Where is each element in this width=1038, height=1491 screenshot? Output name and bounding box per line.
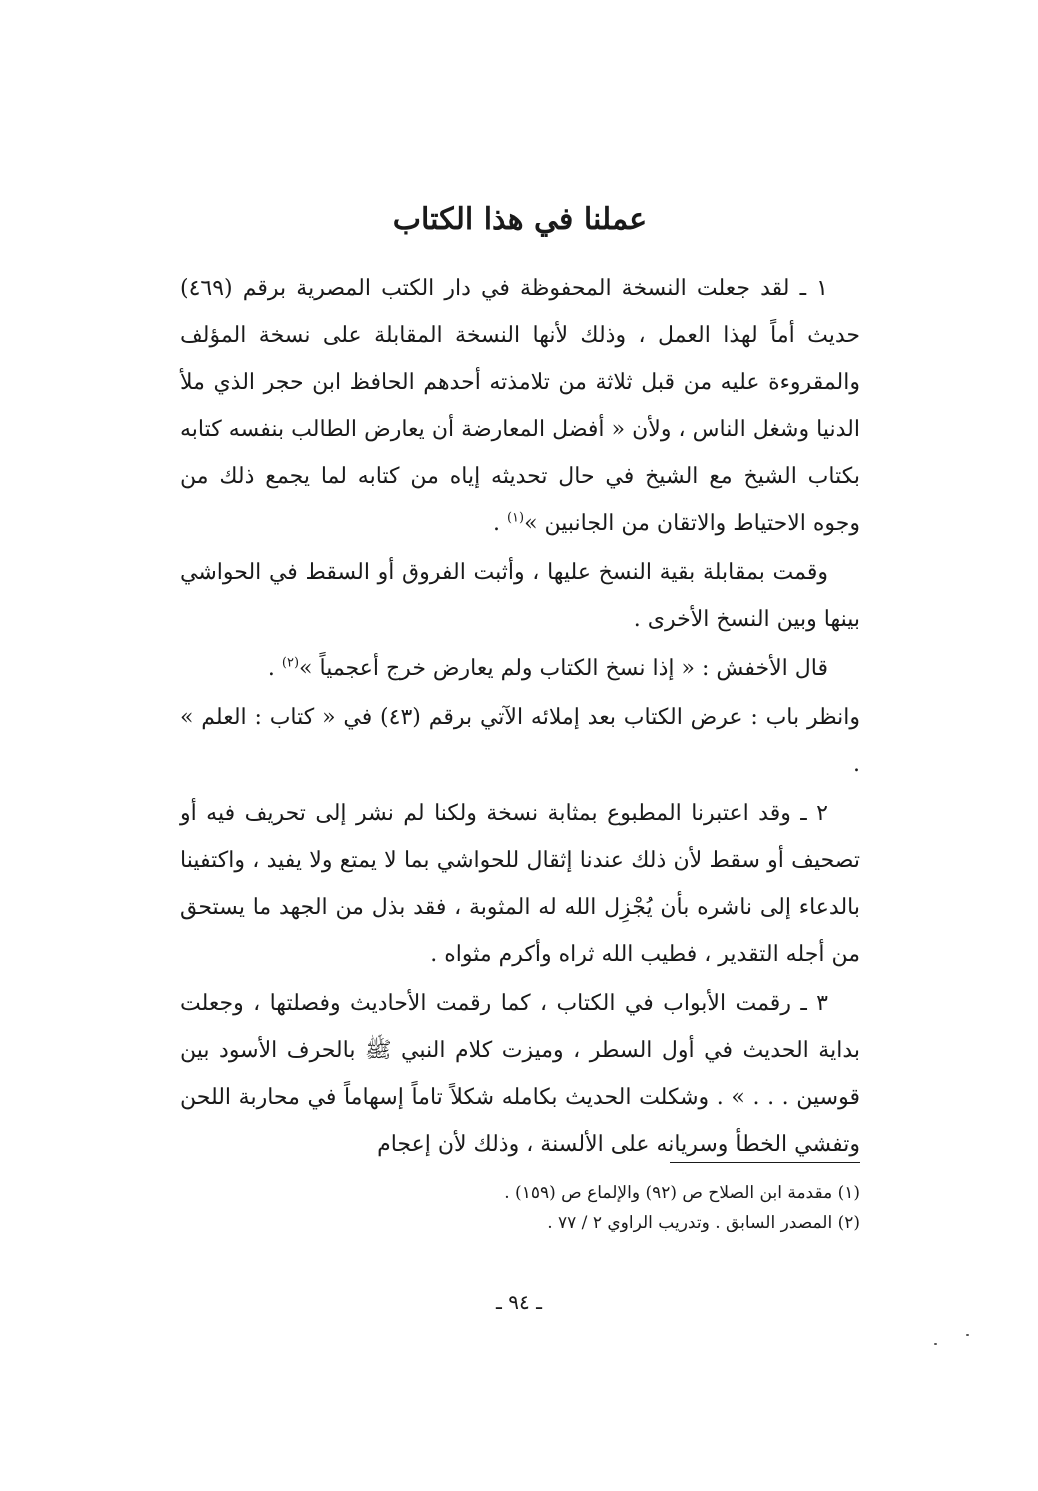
page-number: ـ ٩٤ ـ xyxy=(496,1290,542,1314)
page-body xyxy=(180,195,860,1168)
footnote-1: (١) مقدمة ابن الصلاح ص (٩٢) والإلماع ص (١٥٩) . xyxy=(504,1183,860,1203)
scan-speck xyxy=(966,1334,969,1336)
footnotes xyxy=(180,1178,860,1238)
paragraph-3 xyxy=(180,645,860,692)
scan-speck xyxy=(934,1343,937,1345)
footnote-separator xyxy=(670,1162,860,1163)
paragraph-1-tail: . xyxy=(492,511,507,536)
paragraph-1 xyxy=(180,265,860,547)
paragraph-3-tail: . xyxy=(267,656,282,681)
paragraph-2: وقمت بمقابلة بقية النسخ عليها ، وأثبت الفروق أو السقط في الحواشي بينها وبين النسخ الأخرى . xyxy=(180,560,860,632)
page-title: عملنا في هذا الكتاب xyxy=(392,202,648,237)
footnote-2: (٢) المصدر السابق . وتدريب الراوي ٢ / ٧٧ . xyxy=(547,1213,860,1233)
paragraph-4: وانظر باب : عرض الكتاب بعد إملائه الآتي برقم (٤٣) في « كتاب : العلم » . xyxy=(180,705,860,777)
footnote-ref-1: (١) xyxy=(506,510,525,526)
paragraph-6: ٣ ـ رقمت الأبواب في الكتاب ، كما رقمت الأحاديث وفصلتها ، وجعلت بداية الحديث في أول السطر ، وميزت كلام النبي ﷺ بالحرف الأسود بين قوسين . . . » . وشكلت الحديث بكامله شكلاً تاماً إسهاماً في محاربة اللحن وتفشي الخطأ وسريانه على الألسنة ، وذلك لأن إعجام xyxy=(180,991,860,1157)
footnote-ref-2: (٢) xyxy=(281,655,300,671)
paragraph-5: ٢ ـ وقد اعتبرنا المطبوع بمثابة نسخة ولكنا لم نشر إلى تحريف فيه أو تصحيف أو سقط لأن ذلك عندنا إثقال للحواشي بما لا يمتع ولا يفيد ، واكتفينا بالدعاء إلى ناشره بأن يُجْزِل الله له المثوبة ، فقد بذل من الجهد ما يستحق من أجله التقدير ، فطيب الله ثراه وأكرم مثواه . xyxy=(180,801,860,967)
paragraph-1-text: ١ ـ لقد جعلت النسخة المحفوظة في دار الكتب المصرية برقم (٤٦٩) حديث أماً لهذا العمل ، وذلك لأنها النسخة المقابلة على نسخة المؤلف والمقروءة عليه من قبل ثلاثة من تلامذته أحدهم الحافظ ابن حجر الذي ملأ الدنيا وشغل الناس ، ولأن « أفضل المعارضة أن يعارض الطالب بنفسه كتابه بكتاب الشيخ مع الشيخ في حال تحديثه إياه من كتابه لما يجمع ذلك من وجوه الاحتياط والاتقان من الجانبين » xyxy=(180,276,860,536)
paragraph-3-text: قال الأخفش : « إذا نسخ الكتاب ولم يعارض خرج أعجمياً » xyxy=(299,656,828,681)
